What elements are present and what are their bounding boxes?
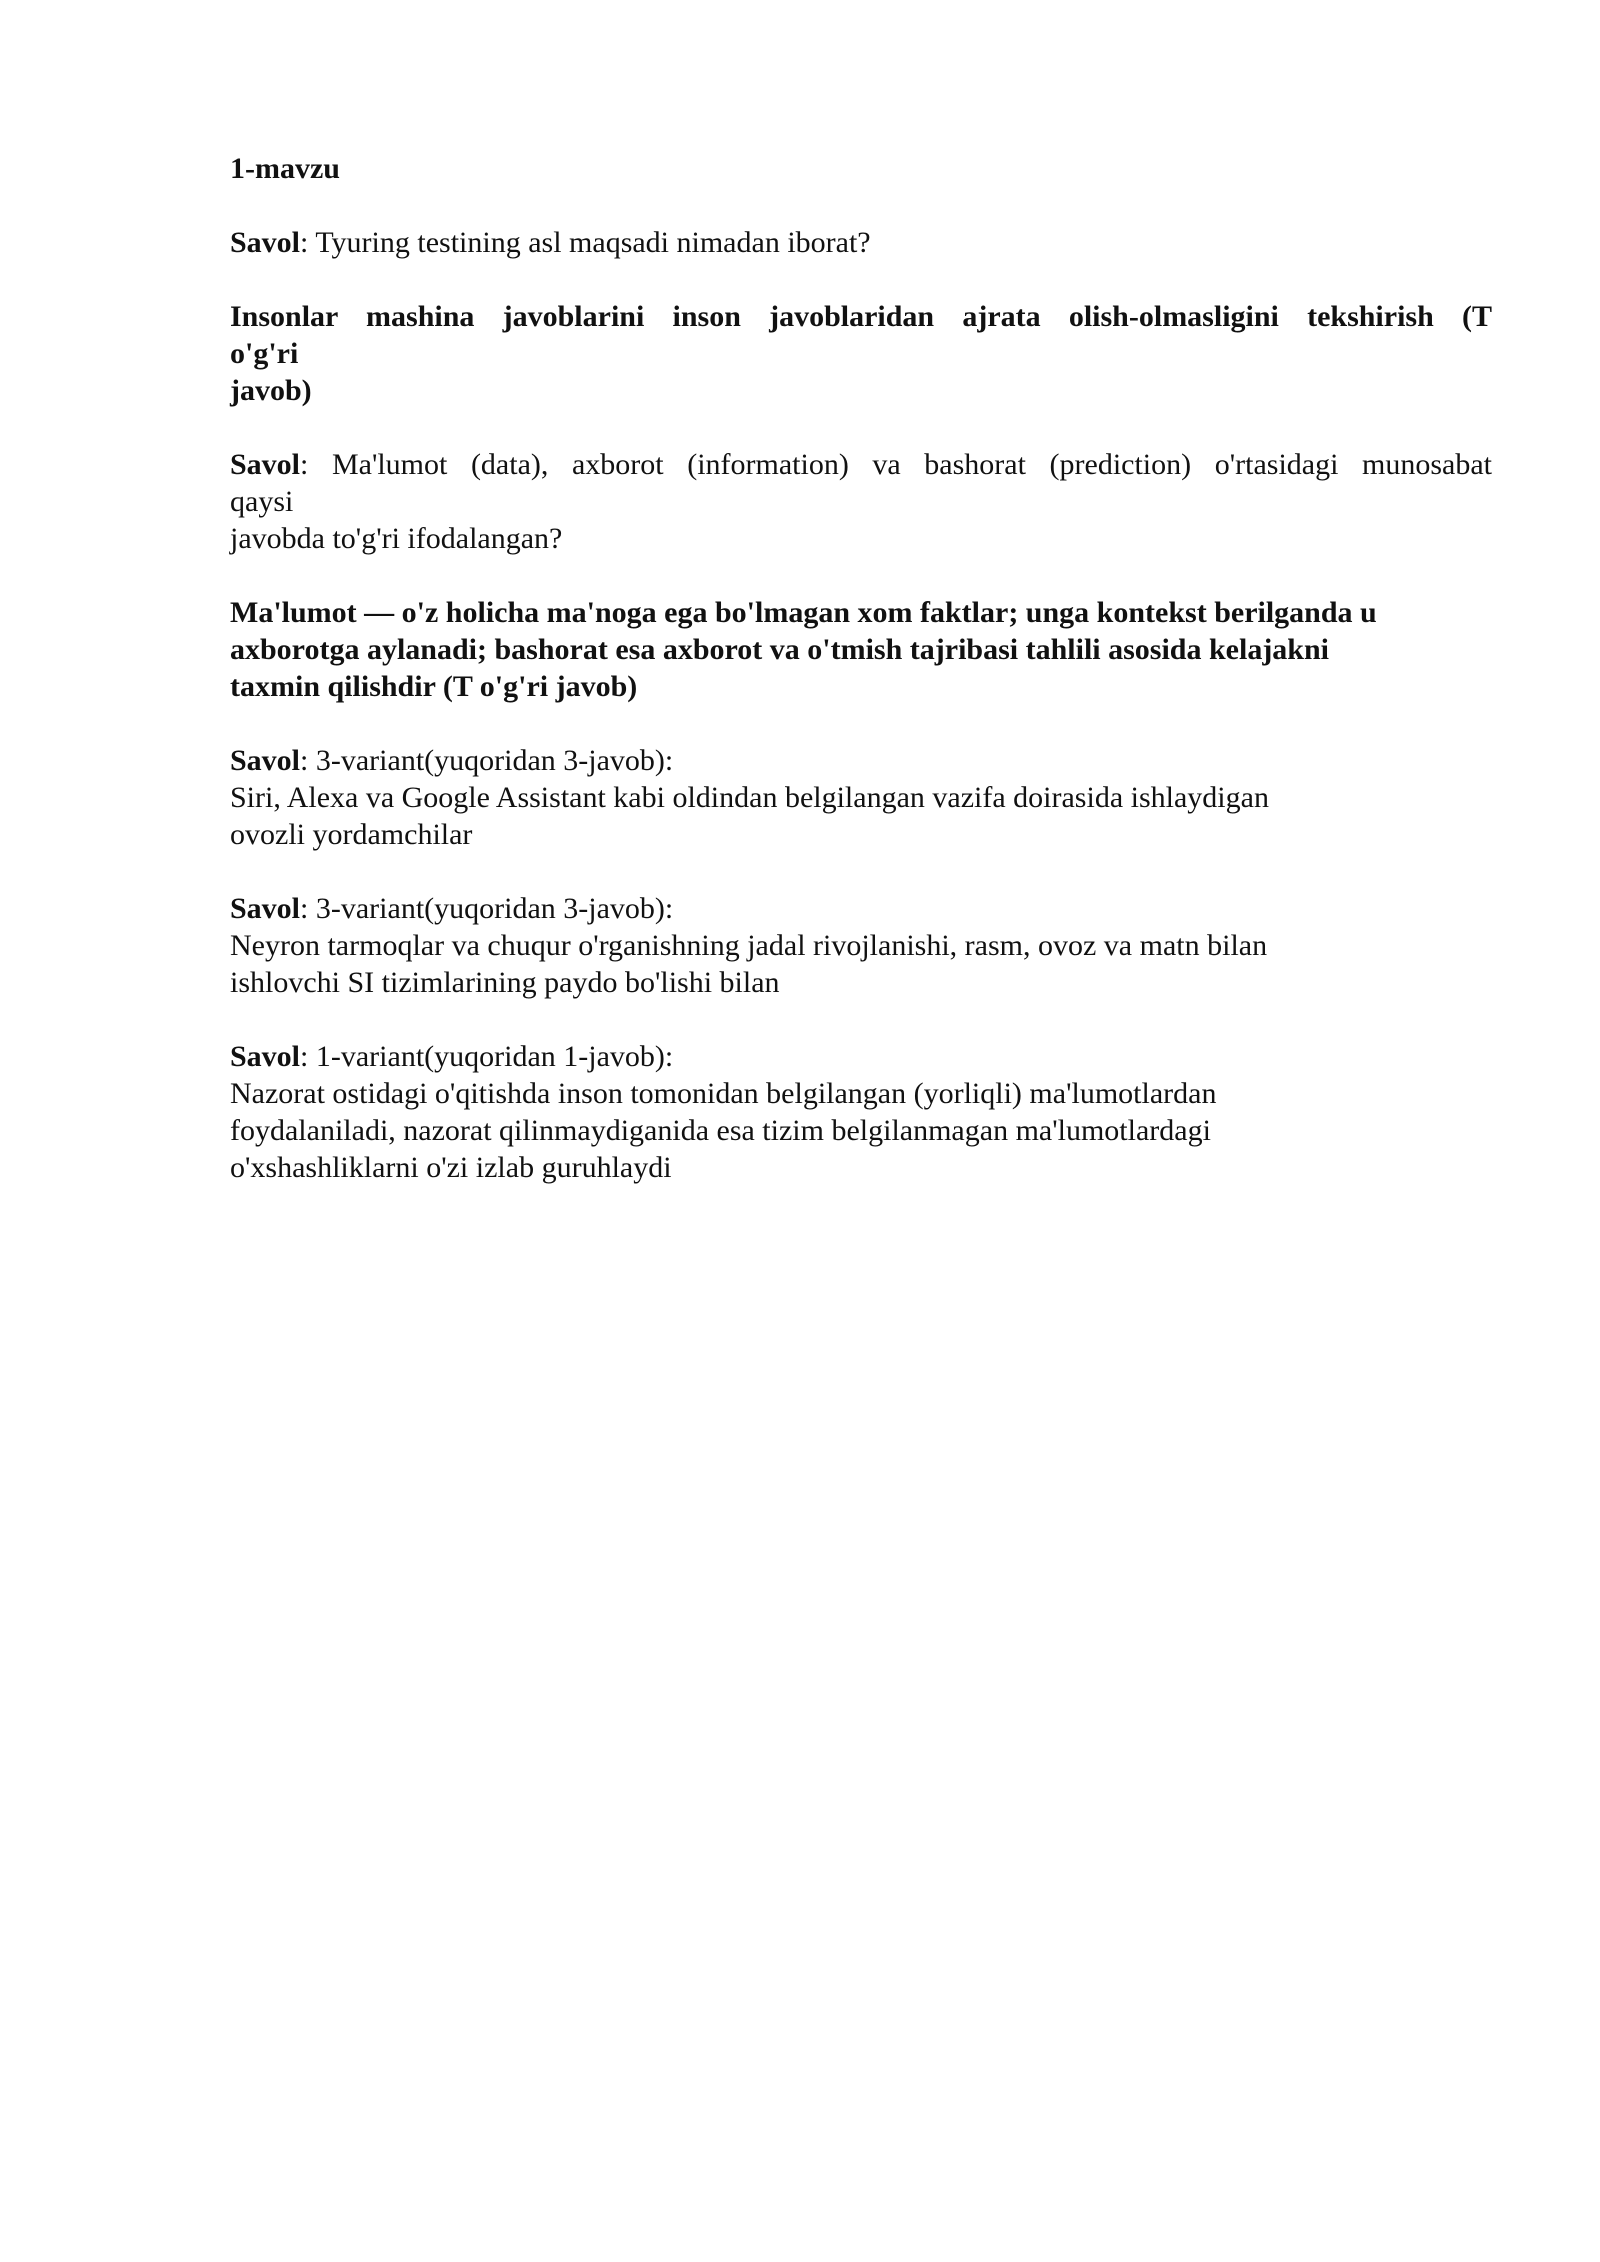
answer-2-line-3: taxmin qilishdir (T o'g'ri javob)	[230, 670, 638, 703]
question-2-line-1: Savol: Ma'lumot (data), axborot (information) va bashorat (prediction) o'rtasidagi munosabat	[230, 448, 1492, 481]
savol-label: Savol	[230, 448, 301, 481]
answer-2-line-2: axborotga aylanadi; bashorat esa axborot va o'tmish tajribasi tahlili asosida kelajakni	[230, 633, 1330, 666]
answer-1-line-2: o'g'ri	[230, 337, 299, 370]
topic-heading: 1-mavzu	[230, 152, 340, 185]
question-2-line-1-text: Ma'lumot (data), axborot (information) va bashorat (prediction) o'rtasidagi munosabat	[331, 448, 1492, 481]
answer-5-line-2: foydalaniladi, nazorat qilinmaydiganida esa tizim belgilanmagan ma'lumotlardagi	[230, 1114, 1211, 1147]
question-5-variant-text: 1-variant(yuqoridan 1-javob):	[315, 1040, 674, 1073]
question-3-variant-text: 3-variant(yuqoridan 3-javob):	[315, 744, 674, 777]
question-2	[230, 446, 1492, 557]
answer-3-line-1: Siri, Alexa va Google Assistant kabi oldindan belgilangan vazifa doirasida ishlaydigan	[230, 781, 1269, 814]
answer-5-line-1: Nazorat ostidagi o'qitishda inson tomonidan belgilangan (yorliqli) ma'lumotlardan	[230, 1077, 1217, 1110]
answer-4-line-2: ishlovchi SI tizimlarining paydo bo'lishi bilan	[230, 966, 780, 999]
document-page	[230, 150, 1492, 1223]
answer-1	[230, 298, 1492, 409]
answer-3-line-2: ovozli yordamchilar	[230, 818, 473, 851]
question-1-text: Savol: Tyuring testining asl maqsadi nimadan iborat?	[230, 226, 871, 259]
question-5	[230, 1038, 1492, 1186]
answer-2	[230, 594, 1492, 705]
question-3-variant: Savol: 3-variant(yuqoridan 3-javob):	[230, 744, 674, 777]
question-4-variant-text: 3-variant(yuqoridan 3-javob):	[315, 892, 674, 925]
question-1	[230, 224, 1492, 261]
answer-1-line-1: Insonlar mashina javoblarini inson javoblaridan ajrata olish-olmasligini tekshirish (T	[230, 300, 1492, 333]
answer-2-line-1: Ma'lumot — o'z holicha ma'noga ega bo'lmagan xom faktlar; unga kontekst berilganda u	[230, 596, 1377, 629]
question-1-body: Tyuring testining asl maqsadi nimadan iborat?	[315, 226, 871, 259]
savol-label: Savol	[230, 744, 301, 777]
question-3	[230, 742, 1492, 853]
topic-heading-block	[230, 150, 1492, 187]
question-2-line-3: javobda to'g'ri ifodalangan?	[230, 522, 563, 555]
savol-label: Savol	[230, 226, 301, 259]
question-2-line-2: qaysi	[230, 485, 294, 518]
question-5-variant: Savol: 1-variant(yuqoridan 1-javob):	[230, 1040, 674, 1073]
savol-label: Savol	[230, 1040, 301, 1073]
question-4-variant: Savol: 3-variant(yuqoridan 3-javob):	[230, 892, 674, 925]
answer-4-line-1: Neyron tarmoqlar va chuqur o'rganishning jadal rivojlanishi, rasm, ovoz va matn bilan	[230, 929, 1268, 962]
question-4	[230, 890, 1492, 1001]
answer-1-line-3: javob)	[230, 374, 312, 407]
answer-5-line-3: o'xshashliklarni o'zi izlab guruhlaydi	[230, 1151, 672, 1184]
savol-label: Savol	[230, 892, 301, 925]
